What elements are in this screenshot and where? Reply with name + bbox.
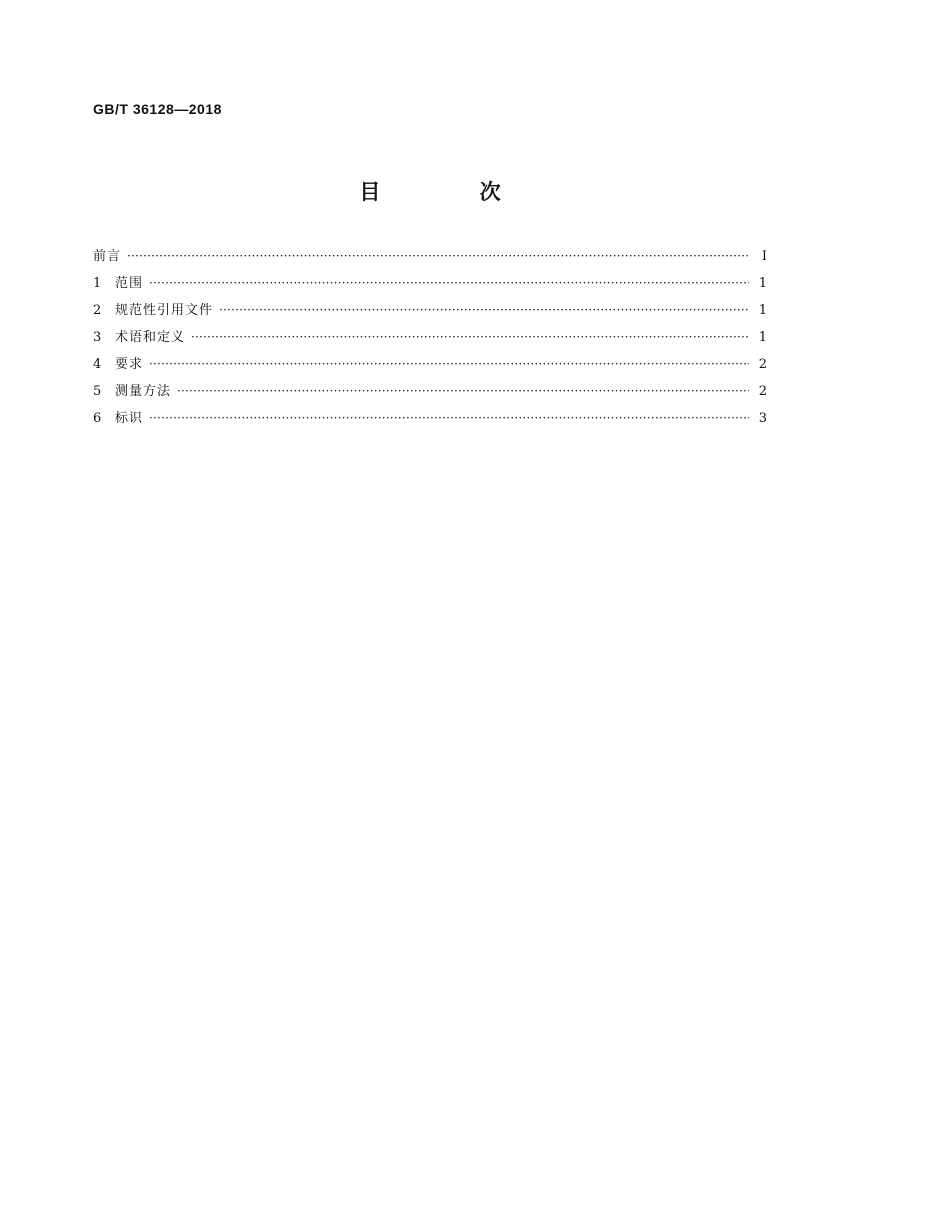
toc-leader-dots [149,411,749,425]
toc-item-page: 1 [758,276,767,291]
toc-item-marking[interactable] [93,407,767,434]
toc-item-foreword[interactable] [93,245,767,272]
toc-item-number: 4 [93,357,102,372]
toc-item-terms-definitions[interactable] [93,326,767,353]
toc-leader-dots [191,330,749,344]
toc-leader-dots [177,384,749,398]
toc-list [93,245,767,434]
toc-item-page: Ⅰ [761,249,767,264]
toc-item-label: 要求 [115,357,144,372]
toc-item-label: 术语和定义 [115,330,186,345]
toc-leader-dots [149,276,749,290]
toc-item-number: 6 [93,411,102,426]
toc-item-page: 2 [758,357,767,372]
toc-leader-dots [219,303,749,317]
toc-item-label: 标识 [115,411,144,426]
toc-item-number: 3 [93,330,102,345]
standard-number: GB/T 36128—2018 [93,101,222,117]
toc-item-label: 测量方法 [115,384,172,399]
toc-item-requirements[interactable] [93,353,767,380]
toc-item-label: 规范性引用文件 [115,303,214,318]
toc-item-page: 2 [758,384,767,399]
toc-item-measurement-methods[interactable] [93,380,767,407]
toc-item-page: 1 [758,303,767,318]
toc-item-number: 2 [93,303,102,318]
toc-item-number: 5 [93,384,102,399]
toc-item-label: 前言 [93,249,122,264]
toc-item-label: 范围 [115,276,144,291]
toc-title: 目 次 [359,180,547,204]
toc-item-page: 1 [758,330,767,345]
toc-leader-dots [149,357,749,371]
toc-item-page: 3 [758,411,767,426]
toc-item-number: 1 [93,276,102,291]
toc-item-normative-references[interactable] [93,299,767,326]
toc-leader-dots [127,249,749,263]
toc-item-scope[interactable] [93,272,767,299]
